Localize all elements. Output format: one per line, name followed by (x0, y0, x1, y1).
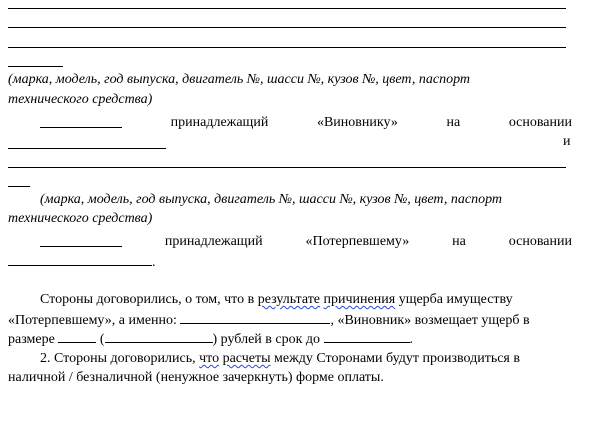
period: . (152, 255, 156, 270)
spellcheck-word: результате (257, 292, 321, 307)
blank-line[interactable] (58, 329, 96, 343)
blank-line[interactable] (8, 167, 566, 168)
party-label: «Потерпевшему» (305, 234, 410, 249)
vehicle-caption: (марка, модель, год выпуска, двигатель №, шасси №, кузов №, цвет, паспорт (40, 192, 502, 207)
conjunction: и (563, 134, 571, 149)
blank-line[interactable] (8, 186, 30, 187)
blank-line[interactable] (180, 310, 330, 324)
owner-line-victim (40, 233, 572, 250)
clause-text: 2. Стороны договорились, (40, 351, 196, 366)
basis-label: основании (508, 115, 572, 130)
vehicle-caption-cont: технического средства) (8, 211, 153, 226)
blank-line[interactable] (324, 329, 410, 343)
on-label: на (446, 115, 461, 130)
clause-text: , «Виновник» возмещает ущерб в (330, 313, 530, 328)
clause-text: ущерба имуществу (398, 292, 513, 307)
blank-line[interactable] (8, 27, 566, 28)
clause-text: «Потерпевшему», а именно: (8, 313, 177, 328)
spellcheck-word: расчеты (222, 351, 271, 366)
blank-line[interactable] (40, 233, 122, 247)
clause-text: . (409, 332, 414, 347)
owner-line-culprit (40, 114, 572, 131)
blank-line[interactable] (105, 329, 213, 343)
clause1-line2 (8, 310, 530, 329)
party-label: «Виновнику» (316, 115, 398, 130)
blank-line[interactable] (8, 47, 566, 48)
belonging-label: принадлежащий (164, 234, 263, 249)
blank-line[interactable] (8, 66, 63, 67)
belonging-label: принадлежащий (170, 115, 269, 130)
clause-text: между Сторонами будут производиться в (274, 351, 520, 366)
spellcheck-word: причинения (323, 292, 396, 307)
clause2-line2: наличной / безналичной (ненужное зачеркнуть) форме оплаты. (8, 370, 384, 385)
basis-label: основании (508, 234, 572, 249)
blank-line[interactable] (8, 252, 152, 266)
blank-line[interactable] (8, 148, 166, 149)
clause-text: ) рублей в срок до (212, 332, 321, 347)
clause1-line3 (8, 329, 413, 348)
clause1-line1 (40, 291, 513, 308)
blank-line[interactable] (8, 8, 566, 9)
blank-line[interactable] (40, 114, 122, 128)
clause-text: Стороны договорились, о том, что в (40, 292, 255, 307)
on-label: на (452, 234, 466, 249)
clause-text: размере (8, 332, 55, 347)
vehicle-caption: (марка, модель, год выпуска, двигатель №, шасси №, кузов №, цвет, паспорт (8, 72, 470, 87)
clause-text: ( (99, 332, 105, 347)
spellcheck-word: что (199, 351, 220, 366)
vehicle-caption-cont: технического средства) (8, 92, 153, 107)
clause2-line1 (40, 350, 520, 367)
basis-line (8, 252, 156, 271)
